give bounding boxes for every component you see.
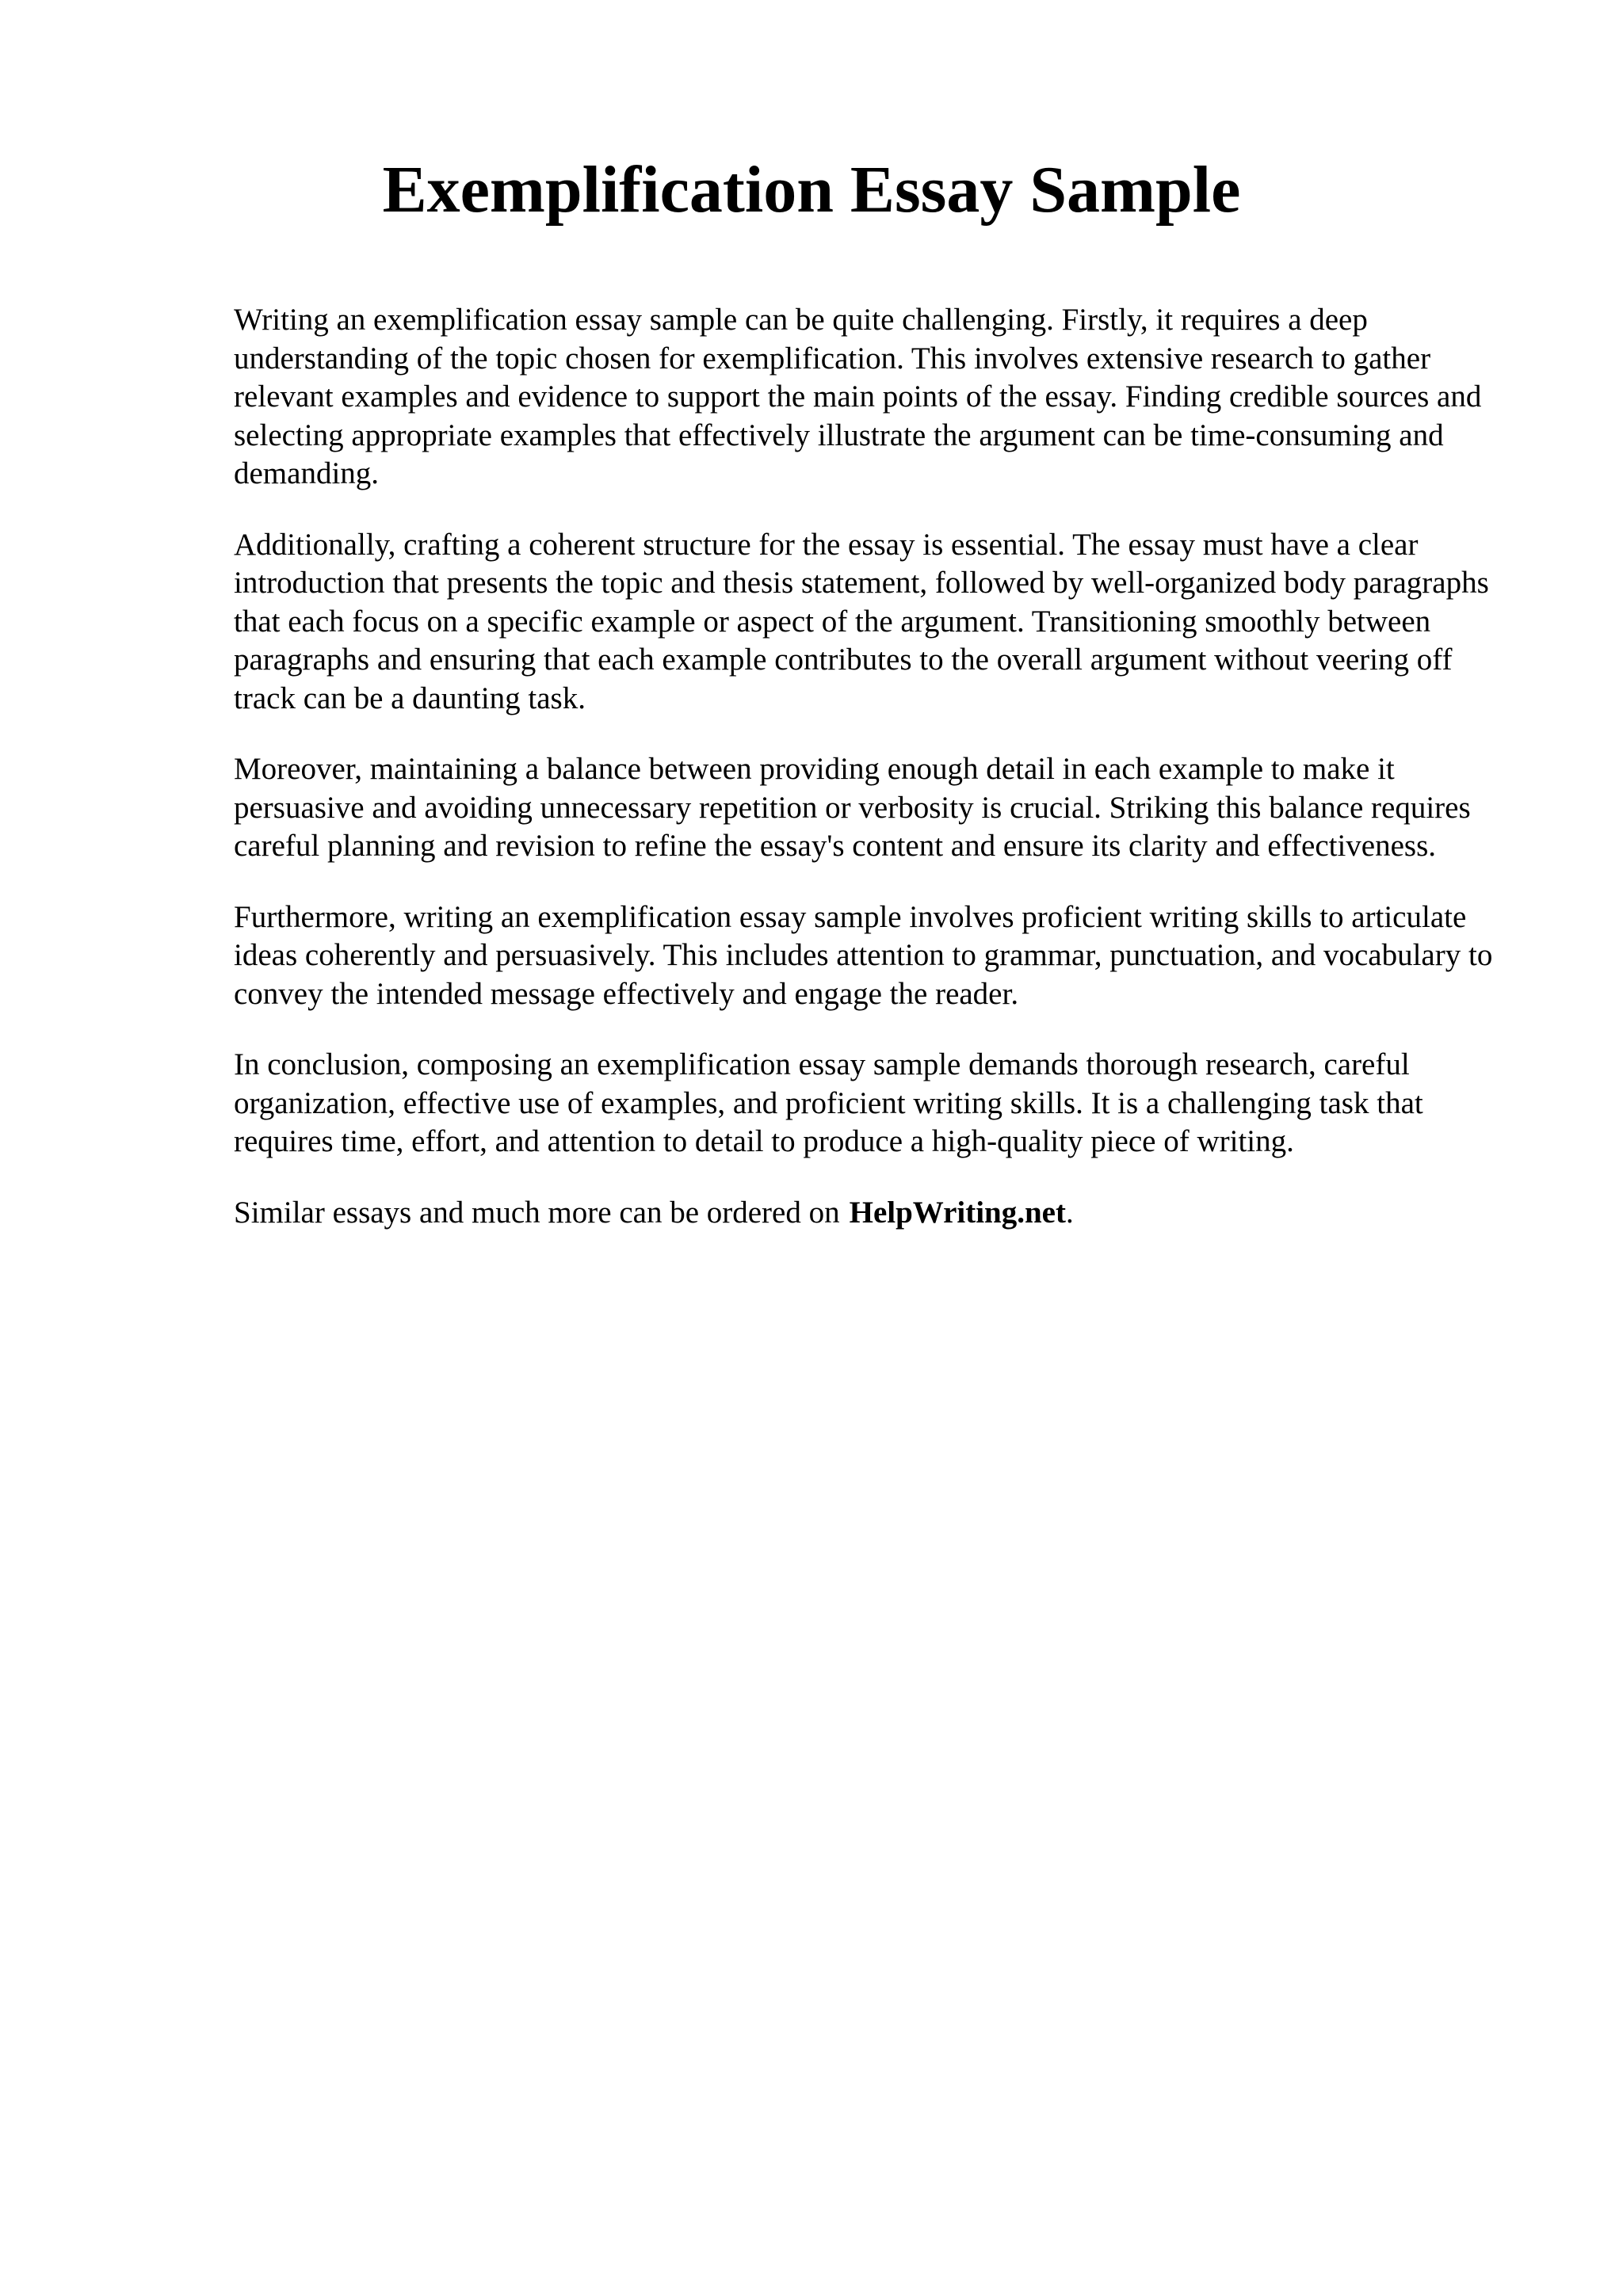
paragraph-2: Additionally, crafting a coherent structure for the essay is essential. The essay must have a clear introduction that presents the topic and thesis statement, followed by well-organized body paragraphs that each focus on a specific example or aspect of the argument. Transitioning smoothly between paragraphs and ensuring that each example contributes to the overall argument without veering off track can be a daunting task. [234,527,1489,715]
paragraph-4: Furthermore, writing an exemplification essay sample involves proficient writing skills to articulate ideas coherently and persuasively. This includes attention to grammar, punctuation, and vocabulary to convey the intended message effectively and engage the reader. [234,899,1493,1011]
closing-period: . [1065,1195,1074,1230]
paragraph-5: In conclusion, composing an exemplification essay sample demands thorough research, careful organization, effective use of examples, and proficient writing skills. It is a challenging task that requires time, effort, and attention to detail to produce a high-quality piece of writing. [234,1047,1423,1158]
closing-text: Similar essays and much more can be ordered on [234,1195,840,1230]
paragraph-3: Moreover, maintaining a balance between providing enough detail in each example to make it persuasive and avoiding unnecessary repetition or verbosity is crucial. Striking this balance requires careful planning and revision to refine the essay's content and ensure its clarity and effectiveness. [234,752,1471,863]
document-body [234,301,1518,1232]
document-title: Exemplification Essay Sample [382,153,1241,227]
paragraph-1: Writing an exemplification essay sample can be quite challenging. Firstly, it requires a deep understanding of the topic chosen for exemplification. This involves extensive research to gather relevant examples and evidence to support the main points of the essay. Finding credible sources and selecting appropriate examples that effectively illustrate the argument can be time-consuming and demanding. [234,303,1482,490]
closing-line [234,1194,1518,1233]
helpwriting-link[interactable]: HelpWriting.net [849,1195,1066,1230]
